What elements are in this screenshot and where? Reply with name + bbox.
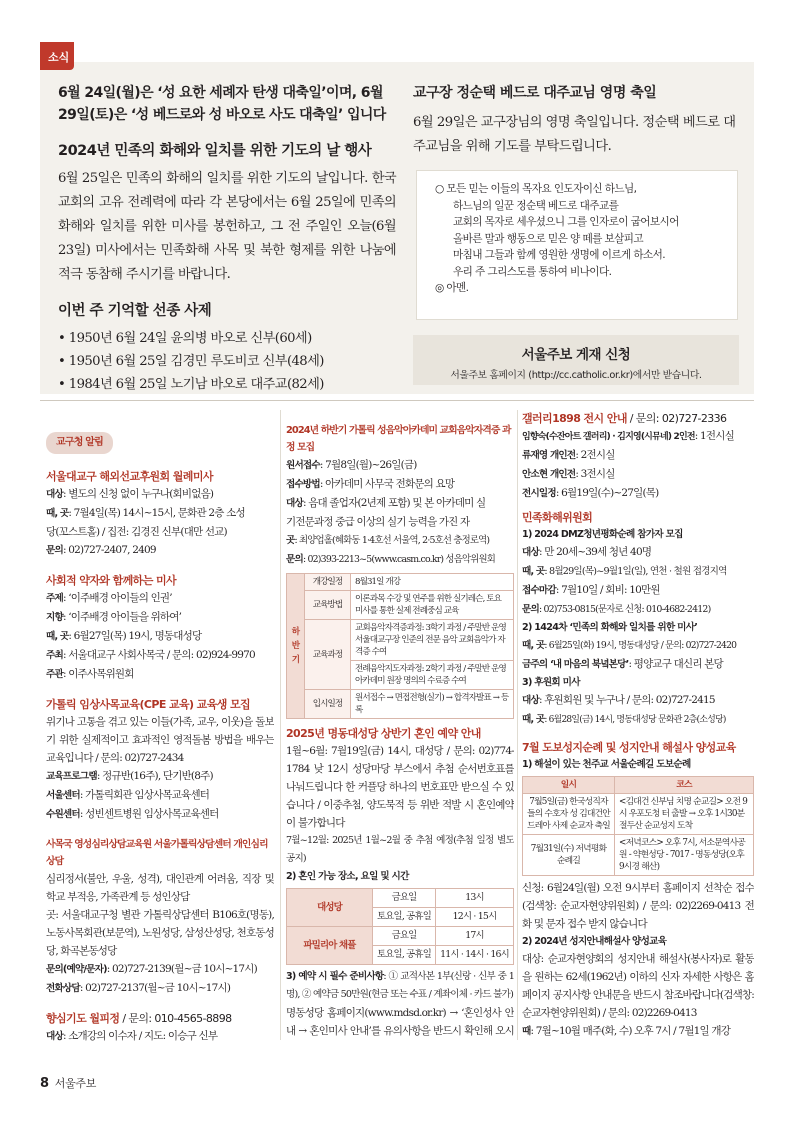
cpe-title: 가톨릭 임상사목교육(CPE 교육) 교육생 모집	[46, 698, 251, 711]
line-value: : 6월27일(목) 19시, 명동대성당	[68, 630, 202, 642]
prayer-line: ○ 모든 믿는 이들의 목자요 인도자이신 하느님,	[435, 183, 637, 195]
prayer-line: 마침내 그들과 함께 영원한 생명에 이르게 하소서.	[453, 249, 666, 261]
column-divider	[280, 410, 281, 1040]
line-label: 대상	[522, 695, 539, 706]
line-value: : 아카데미 사무국 전화문의 요망	[319, 478, 455, 490]
line-value: : 1전시실	[694, 430, 734, 442]
wedding-prep-title: 3) 예약 시 필수 준비사항	[286, 971, 384, 982]
table-cell: 토요일, 공휴일	[373, 908, 436, 927]
prayer-line: 하느님의 일꾼 정순택 베드로 대주교를	[453, 199, 619, 212]
line-value: : 8월29일(목)~9월1일(일), 연천 · 철원 접경지역	[544, 566, 727, 577]
gallery-title	[522, 410, 754, 427]
wedding-notes: 명동성당 홈페이지(www.mdsd.or.kr) → ‘혼인성사 안내 → 혼인미사 안내’를 유의사항을 반드시 확인해 오시	[286, 1007, 514, 1037]
line-label: 주관	[46, 669, 63, 680]
prayer-line: ◎ 아멘.	[435, 282, 469, 294]
feast-text: 6월 29일은 교구장님의 영명 축일입니다. 정순택 베드로 대주교님을 위해 기도를 부탁드립니다.	[413, 115, 736, 154]
wedding-venue-title: 2) 혼인 가능 장소, 요일 및 시간	[286, 871, 409, 882]
line-value: : 02)727-2137(월~금 10시~17시)	[79, 982, 231, 994]
counsel-place: 곳: 서울대교구청 별관 가톨릭상담센터 B106호(명동), 노동사목회관(보문역), 노원성당, 삼성산성당, 천호동성당, 화곡본동성당	[46, 909, 274, 957]
memorial-list	[58, 327, 396, 396]
bulletin-column-1	[46, 410, 274, 1042]
line-label: 전화상담	[46, 983, 80, 994]
line-value: : 정규반(16주), 단기반(8주)	[96, 770, 213, 782]
wedding-prep	[286, 968, 514, 1004]
memorial-item: • 1950년 6월 24일 윤의병 바오로 신부(60세)	[58, 327, 396, 350]
line-label: 류재영 개인전	[522, 450, 576, 461]
line-label: 지향	[46, 612, 63, 623]
line-value: : 최양업홀(혜화동 1·4호선 서울역, 2·5호선 충정로역)	[294, 535, 490, 546]
subscribe-text: 서울주보 홈페이지 (http://cc.catholic.or.kr)에서만 받습니다.	[450, 370, 702, 381]
counsel-title: 사목국 영성심리상담교육원 서울가톨릭상담센터 개인심리상담	[46, 839, 268, 867]
line-label: 교육프로그램	[46, 771, 97, 782]
prayer-line: 올바른 말과 행동으로 믿은 양 떼를 보살피고	[453, 232, 644, 245]
line-value: : 2전시실	[575, 449, 615, 461]
wedding-title: 2025년 명동대성당 상반기 혼인 예약 안내	[286, 727, 481, 740]
table-row	[523, 835, 754, 876]
wedding-part1: 1월~6월: 7월19일(금) 14시, 대성당 / 문의: 02)774-1784 낮 12시 성당마당 부스에서 추첨 순서번호표를 나눠드립니다 한 커플당 하나의 번호표만 받으실 수 있습니다 / 이중추첨, 양도묵적 등 위반 적발 시 혼인예약이 불가합니다	[286, 745, 514, 829]
line-label: 주최	[46, 650, 63, 661]
prayer-day-text: 6월 25일은 민족의 화해의 일치를 위한 기도의 날입니다. 한국 교회의 고유 전례력에 따라 각 본당에서는 6월 25일에 민족의 화해와 일치를 위한 미사를 봉헌하고, 그 전 주일인 오늘(6월 23일) 미사에서는 민족화해 사목 및 북한 형제를 위한 나눔에 적극 동참해 주시기를 바랍니다.	[58, 171, 396, 282]
line-value: : 6월19일(수)~27일(목)	[555, 487, 659, 499]
line-label: 수원센터	[46, 809, 80, 820]
table-cell: 파밀리아 채플	[287, 927, 373, 965]
line-value: : 이주사목위원회	[62, 668, 134, 680]
table-cell: 금요일	[373, 889, 436, 908]
line-value: : 만 20세~39세 청년 40명	[538, 546, 652, 558]
memorial-item: • 1984년 6월 25일 노기남 바오로 대주교(82세)	[58, 373, 396, 396]
table-cell: 12시 · 15시	[436, 908, 514, 927]
subscribe-box	[413, 335, 739, 385]
gallery-name: 갤러리1898 전시 안내	[522, 412, 627, 425]
table-cell: 7월5일(금) 한국성직자들의 수호자 성 김대건안드레아 사제 순교자 축일	[523, 794, 615, 835]
migrant-mass-title: 사회적 약자와 함께하는 미사	[46, 574, 176, 587]
table-row	[287, 620, 514, 661]
line-label: 접수방법	[286, 479, 320, 490]
table-cell: 7월31일(수) 저녁평화순례길	[523, 835, 615, 876]
reconciliation-title: 민족화해위원회	[522, 511, 593, 524]
line-label: 때, 곳	[522, 640, 545, 651]
guide-training-title: 2) 2024년 성지안내해설사 양성교육	[522, 936, 667, 947]
table-cell: 교육방법	[305, 591, 351, 620]
table-cell: 원서접수 → 면접전형(실기) → 합격자발표 → 등록	[351, 690, 514, 719]
subscribe-title: 서울주보 게재 신청	[521, 347, 631, 363]
line-value: : 성빈센트병원 임상사목교육센터	[79, 808, 219, 820]
prayer-line: 교회의 목자로 세우셨으니 그를 인자로이 굽어보시어	[453, 216, 679, 228]
line-label: 대상	[46, 1031, 63, 1042]
feast-column	[413, 82, 739, 159]
wedding-part2: 7월~12월: 2025년 1월~2월 중 추첨 예정(추첨 일정 별도 공지)	[286, 835, 514, 864]
section-divider	[40, 400, 754, 401]
dmz-title: 1) 2024 DMZ청년평화순례 참가자 모집	[522, 529, 683, 540]
prayer-box	[416, 170, 738, 320]
table-cell: <김대건 신부님 치명 순교길> 오전 9시 우포도청 터 출발 → 오후 1시30분 절두산 순교성지 도착	[615, 794, 754, 835]
church-music-title: 2024년 하반기 가톨릭 성음악아카데미 교회음악자격증 과정 모집	[286, 425, 511, 453]
table-cell: 교회음악자격증과정: 3학기 과정 / 주말반 운영 서울대교구장 인준의 전문 음악 교회음악가 자격증 수여	[351, 620, 514, 661]
pilgrimage-table	[522, 776, 754, 876]
line-label: 전시일정	[522, 488, 556, 499]
counsel-text: 심리정서(불안, 우울, 성격), 대인관계 어려움, 직장 및 학교 부적응, 가족관계 등 성인상담	[46, 873, 274, 903]
table-side-header: 하반기	[287, 574, 305, 719]
line-label: 때, 곳	[46, 508, 69, 519]
line-label: 때, 곳	[46, 631, 69, 642]
line-label: 주제	[46, 593, 63, 604]
line-value: : 후원회원 및 누구나 / 문의: 02)727-2415	[538, 694, 715, 706]
line-value: : ‘이주배경 아이들을 위하여’	[62, 611, 182, 623]
diocese-notice-badge: 교구청 알림	[46, 432, 113, 454]
line-value: : 6월25일(화) 19시, 명동대성당 / 문의: 02)727-2420	[544, 640, 737, 651]
gallery-contact: / 문의: 02)727-2336	[626, 412, 727, 425]
table-row	[287, 927, 514, 946]
table-cell: 토요일, 공휴일	[373, 946, 436, 965]
table-cell: 13시	[436, 889, 514, 908]
table-cell: 11시 · 14시 · 16시	[436, 946, 514, 965]
line-label: 때	[522, 1026, 531, 1037]
table-cell: 입시일정	[305, 690, 351, 719]
line-label: 안소현 개인전	[522, 469, 576, 480]
line-value: : 소개강의 이수자 / 지도: 이승구 신부	[62, 1030, 218, 1042]
monthly-retreat-title	[46, 1010, 274, 1027]
wedding-venue-table	[286, 888, 514, 965]
line-label: 금주의 ‘내 마음의 북녘본당’	[522, 659, 629, 670]
overseas-mass-title: 서울대교구 해외선교후원회 월례미사	[46, 470, 213, 483]
sponsor-mass-title: 3) 후원회 미사	[522, 677, 580, 688]
memorial-title: 이번 주 기억할 선종 사제	[58, 303, 212, 319]
monthly-retreat-name: 향심기도 월피정	[46, 1012, 120, 1025]
line-label: 대상	[522, 547, 539, 558]
line-label: 때, 곳	[522, 714, 545, 725]
line-value: 기전문과정 중급 이상의 실기 능력을 가진 자	[286, 516, 470, 528]
line-value: : 3전시실	[575, 468, 615, 480]
page-footer	[40, 1075, 96, 1091]
line-value: : 평양교구 대신리 본당	[628, 658, 723, 670]
table-cell: 대성당	[287, 889, 373, 927]
line-value: : 02)727-2139(월~금 10시~17시)	[106, 963, 257, 975]
line-label: 때, 곳	[522, 566, 545, 577]
table-header: 코스	[615, 777, 754, 794]
line-value: : 7월10일 / 회비: 10만원	[555, 584, 660, 596]
memorial-item: • 1950년 6월 25일 김경민 루도비코 신부(48세)	[58, 350, 396, 373]
line-value: : 서울대교구 사회사목국 / 문의: 02)924-9970	[62, 649, 255, 661]
line-label: 문의	[286, 554, 303, 565]
pilgrimage-apply: 신청: 6월24일(월) 오전 9시부터 홈페이지 선착순 접수(검색창: 순교자현양위원회) / 문의: 02)2269-0413 전화 및 문자 접수 받지 않습니다	[522, 882, 754, 930]
table-row	[287, 574, 514, 591]
column-divider	[517, 410, 518, 1040]
table-row	[523, 777, 754, 794]
line-value: : 02)393-2213~5(www.casm.co.kr) 성음악위원회	[302, 554, 495, 565]
notice-column	[58, 82, 396, 396]
table-cell: 교육과정	[305, 620, 351, 690]
table-header: 일시	[523, 777, 615, 794]
walking-pilgrimage-title: 1) 해설이 있는 천주교 서울순례길 도보순례	[522, 759, 691, 770]
line-value: : 7월8일(월)~26일(금)	[319, 459, 417, 471]
line-label: 대상	[46, 489, 63, 500]
line-value: : 02)753-0815(문자로 신청: 010-4682-2412)	[538, 604, 711, 615]
prayer-line: 우리 주 그리스도를 통하여 비나이다.	[453, 265, 612, 278]
table-cell: 금요일	[373, 927, 436, 946]
table-row	[287, 690, 514, 719]
line-label: 서울센터	[46, 790, 80, 801]
cpe-text: 위기나 고통을 겪고 있는 이들(가족, 교우, 이웃)을 돌보기 위한 실제적이고 효과적인 영적돌봄 방법을 배우는 교육입니다 / 문의: 02)727-2434	[46, 716, 274, 764]
section-tab: 소식	[40, 42, 74, 70]
table-cell: 8월31일 개강	[351, 574, 514, 591]
monthly-retreat-contact: / 문의: 010-4565-8898	[119, 1012, 232, 1025]
feast-title: 교구장 정순택 베드로 대주교님 영명 축일	[413, 85, 657, 101]
publication-name: 서울주보	[54, 1077, 97, 1090]
church-music-table	[286, 573, 514, 719]
line-value: : 6월28일(금) 14시, 명동대성당 문화관 2층(소성당)	[544, 715, 726, 725]
guide-training-text: 대상: 순교자현양회의 성지안내 해설사(봉사자)로 활동을 원하는 62세(1962년) 이하의 신자 자세한 사항은 홈페이지 공지사항 안내문을 반드시 참조바랍니다(검색창: 순교자현양위원회) / 문의: 02)2269-0413	[522, 953, 754, 1019]
bulletin-column-3	[522, 410, 754, 1042]
wedding-prep-text: : ① 교적사본 1부(신랑 · 신부 중 1명), ② 예약금 50만원(현금 또는 수표 / 계좌이체 · 카드 불가)	[286, 971, 514, 1000]
line-value: : 7월~10월 매주(화, 수) 오후 7시 / 7월1일 개강	[530, 1025, 731, 1037]
reconciliation-mass-title: 2) 1424차 ‘민족의 화해와 일치를 위한 미사’	[522, 622, 698, 633]
table-row	[523, 794, 754, 835]
pilgrimage-title: 7월 도보성지순례 및 성지안내 해설사 양성교육	[522, 741, 736, 754]
line-value: : 별도의 신청 없이 누구나(회비없음)	[62, 488, 214, 500]
bulletin-column-2	[286, 410, 514, 1042]
table-row	[287, 889, 514, 908]
line-label: 문의	[46, 545, 63, 556]
feast-headline: 6월 24일(월)은 ‘성 요한 세례자 탄생 대축일’이며, 6월 29일(토)은 ‘성 베드로와 성 바오로 사도 대축일’ 입니다	[58, 85, 386, 123]
prayer-day-title: 2024년 민족의 화해와 일치를 위한 기도의 날 행사	[58, 143, 372, 159]
line-label: 문의(예약/문자)	[46, 964, 107, 975]
line-value: : 가톨릭회관 임상사목교육센터	[79, 789, 210, 801]
table-cell: 개강일정	[305, 574, 351, 591]
table-cell: 17시	[436, 927, 514, 946]
line-label: 접수마감	[522, 585, 556, 596]
line-label: 임향숙(수잔아트 갤러리) · 김지영(시뮤네) 2인전	[522, 432, 695, 442]
table-cell: <저녁코스> 오후 7시, 서소문역사공원 - 약현성당 - 7017 - 명동성당(오후 9시경 해산)	[615, 835, 754, 876]
page-number: 8	[40, 1076, 49, 1091]
table-row	[287, 591, 514, 620]
line-value: 당(꼬스트홀) / 집전: 김경진 신부(대만 선교)	[46, 526, 227, 538]
line-value: : 02)727-2407, 2409	[62, 544, 156, 556]
line-value: : ‘이주배경 아이들의 인권’	[62, 592, 172, 604]
line-label: 곳	[286, 535, 295, 546]
table-cell: 이론과목 수강 및 연주를 위한 실기레슨, 토요 미사를 통한 실제 전례중심 교육	[351, 591, 514, 620]
line-label: 원서접수	[286, 460, 320, 471]
line-value: : 음대 졸업자(2년제 포함) 및 본 아카데미 실	[302, 497, 486, 509]
line-label: 문의	[522, 604, 539, 615]
table-cell: 전례음악지도자과정: 2학기 과정 / 주말반 운영 아카데미 원장 명의의 수료증 수여	[351, 661, 514, 690]
line-value: : 7월4일(목) 14시~15시, 문화관 2층 소성	[68, 507, 245, 519]
line-label: 대상	[286, 498, 303, 509]
